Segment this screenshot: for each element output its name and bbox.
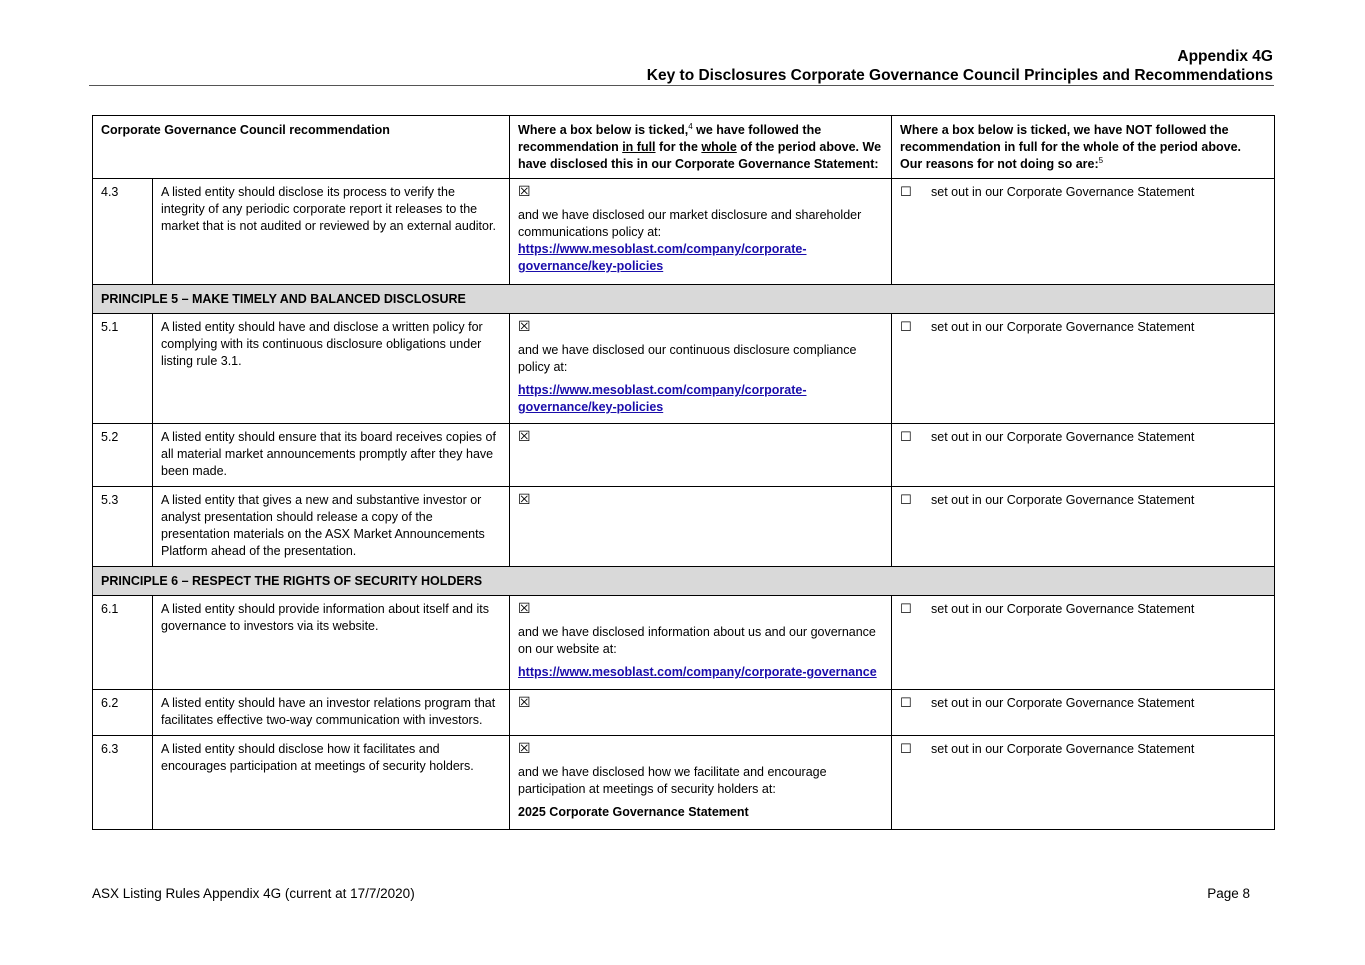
page-number: Page 8 <box>1207 886 1250 901</box>
page-header <box>647 47 1273 85</box>
followed-cell <box>510 736 892 830</box>
header-text-underlined: in full <box>622 140 656 154</box>
checkbox-unchecked-icon[interactable]: ☐ <box>900 185 912 200</box>
recommendation-text: A listed entity should disclose how it facilitates and encourages participation at meetings of security holders. <box>153 736 510 830</box>
disclosure-text: and we have disclosed how we facilitate and encourage participation at meetings of security holders at: <box>518 765 827 796</box>
checkbox-unchecked-icon[interactable]: ☐ <box>900 430 912 445</box>
header-divider <box>89 85 1274 86</box>
header-text: we have followed the recommendation <box>518 123 822 154</box>
document-subtitle: Key to Disclosures Corporate Governance Council Principles and Recommendations <box>646 67 1273 84</box>
checkbox-unchecked-icon[interactable]: ☐ <box>900 742 912 757</box>
followed-cell <box>510 487 892 567</box>
recommendation-number: 6.3 <box>93 736 153 830</box>
table-row <box>93 179 1275 285</box>
recommendation-number: 4.3 <box>93 179 153 285</box>
table-row <box>93 487 1275 567</box>
checkbox-checked-icon[interactable]: ☒ <box>518 492 531 508</box>
appendix-title: Appendix 4G <box>1177 48 1273 65</box>
header-text: Where a box below is ticked, we have NOT followed the recommendation in full for the whole of the period above. Our reasons for not doing so are: <box>900 123 1242 171</box>
not-followed-cell <box>892 690 1275 736</box>
recommendation-text: A listed entity should ensure that its board receives copies of all material market announcements promptly after they have been made. <box>153 424 510 487</box>
governance-link[interactable]: https://www.mesoblast.com/company/corporate-governance <box>518 665 877 679</box>
col-header-followed <box>510 116 892 179</box>
followed-cell <box>510 690 892 736</box>
not-followed-text: set out in our Corporate Governance Statement <box>931 742 1195 756</box>
table-row <box>93 690 1275 736</box>
recommendation-text: A listed entity that gives a new and substantive investor or analyst presentation should release a copy of the presentation materials on the ASX Market Announcements Platform ahead of the presentation. <box>153 487 510 567</box>
not-followed-text: set out in our Corporate Governance Statement <box>931 185 1195 199</box>
col-header-recommendation: Corporate Governance Council recommendation <box>93 116 510 179</box>
principle-row <box>93 567 1275 596</box>
checkbox-unchecked-icon[interactable]: ☐ <box>900 696 912 711</box>
recommendation-number: 6.1 <box>93 596 153 690</box>
checkbox-checked-icon[interactable]: ☒ <box>518 429 531 445</box>
disclosure-text: and we have disclosed our continuous disclosure compliance policy at: <box>518 343 857 374</box>
recommendation-text: A listed entity should have and disclose a written policy for complying with its continuous disclosure obligations under listing rule 3.1. <box>153 314 510 424</box>
not-followed-text: set out in our Corporate Governance Statement <box>931 320 1195 334</box>
disclosure-text: and we have disclosed our market disclosure and shareholder communications policy at: <box>518 208 862 239</box>
recommendation-number: 5.2 <box>93 424 153 487</box>
checkbox-checked-icon[interactable]: ☒ <box>518 695 531 711</box>
principle-row <box>93 285 1275 314</box>
table-row <box>93 424 1275 487</box>
checkbox-checked-icon[interactable]: ☒ <box>518 601 531 617</box>
not-followed-text: set out in our Corporate Governance Statement <box>931 430 1195 444</box>
not-followed-cell <box>892 424 1275 487</box>
principle-heading: PRINCIPLE 5 – MAKE TIMELY AND BALANCED DISCLOSURE <box>93 285 1275 314</box>
followed-cell <box>510 314 892 424</box>
checkbox-checked-icon[interactable]: ☒ <box>518 741 531 757</box>
checkbox-unchecked-icon[interactable]: ☐ <box>900 320 912 335</box>
not-followed-cell <box>892 179 1275 285</box>
header-text: of the period above. We have disclosed this in our Corporate Governance Statement: <box>518 140 882 171</box>
recommendation-text: A listed entity should have an investor relations program that facilitates effective two-way communication with investors. <box>153 690 510 736</box>
header-text: for the <box>655 140 702 154</box>
table-row <box>93 736 1275 830</box>
principle-heading: PRINCIPLE 6 – RESPECT THE RIGHTS OF SECURITY HOLDERS <box>93 567 1275 596</box>
footer-source: ASX Listing Rules Appendix 4G (current at 17/7/2020) <box>92 886 415 901</box>
not-followed-cell <box>892 487 1275 567</box>
recommendation-number: 5.1 <box>93 314 153 424</box>
policy-link[interactable]: https://www.mesoblast.com/company/corporate-governance/key-policies <box>518 383 807 414</box>
table-row <box>93 596 1275 690</box>
recommendation-text: A listed entity should disclose its process to verify the integrity of any periodic corporate report it releases to the market that is not audited or reviewed by an external auditor. <box>153 179 510 285</box>
not-followed-text: set out in our Corporate Governance Statement <box>931 696 1195 710</box>
checkbox-unchecked-icon[interactable]: ☐ <box>900 493 912 508</box>
governance-table <box>92 115 1275 830</box>
table-header-row <box>93 116 1275 179</box>
footnote-ref: 5 <box>1098 155 1104 165</box>
followed-cell <box>510 424 892 487</box>
followed-cell <box>510 179 892 285</box>
followed-cell <box>510 596 892 690</box>
not-followed-cell <box>892 314 1275 424</box>
not-followed-cell <box>892 736 1275 830</box>
header-text: Where a box below is ticked, <box>518 123 689 137</box>
checkbox-checked-icon[interactable]: ☒ <box>518 184 531 200</box>
checkbox-checked-icon[interactable]: ☒ <box>518 319 531 335</box>
table-row <box>93 314 1275 424</box>
header-text-underlined: whole <box>701 140 737 154</box>
not-followed-text: set out in our Corporate Governance Statement <box>931 602 1195 616</box>
recommendation-number: 6.2 <box>93 690 153 736</box>
disclosure-text: and we have disclosed information about us and our governance on our website at: <box>518 625 876 656</box>
recommendation-number: 5.3 <box>93 487 153 567</box>
not-followed-text: set out in our Corporate Governance Statement <box>931 493 1195 507</box>
not-followed-cell <box>892 596 1275 690</box>
col-header-not-followed <box>892 116 1275 179</box>
footnote-ref: 4 <box>688 121 693 131</box>
policy-link[interactable]: https://www.mesoblast.com/company/corporate-governance/key-policies <box>518 242 807 273</box>
checkbox-unchecked-icon[interactable]: ☐ <box>900 602 912 617</box>
statement-reference: 2025 Corporate Governance Statement <box>518 805 749 819</box>
recommendation-text: A listed entity should provide information about itself and its governance to investors via its website. <box>153 596 510 690</box>
